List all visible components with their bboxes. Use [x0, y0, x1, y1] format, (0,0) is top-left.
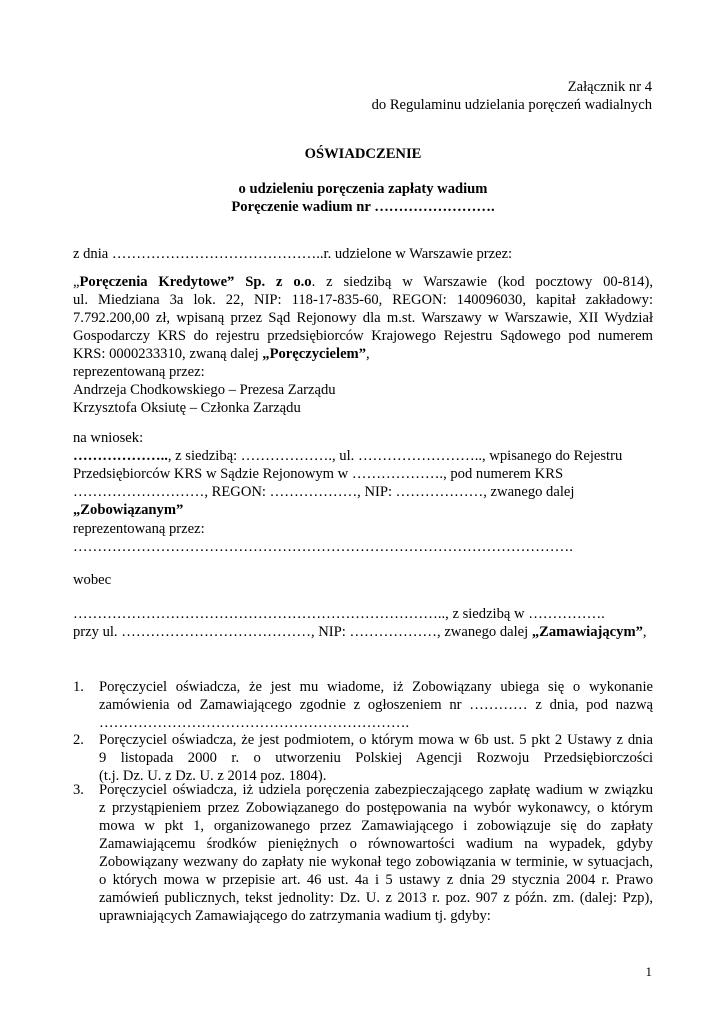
page-number: 1	[645, 964, 652, 979]
toward-label: wobec	[73, 572, 112, 588]
list-item-text: Poręczyciel oświadcza, że jest mu wiadome, iż Zobowiązany ubiega się o wykonanie zamówienia od Zamawiającego zgodnie z ogłoszeniem nr ………… z dnia, pod nazwą ……………………………………………………….	[99, 679, 653, 731]
attachment-number: Załącznik nr 4	[567, 79, 652, 95]
document-subtitle	[73, 180, 653, 216]
list-item-1	[73, 678, 653, 738]
obligor-representation	[73, 520, 653, 556]
obligor-defined-term: „Zobowiązanym”	[73, 502, 184, 518]
guarantor-representative-1: Andrzeja Chodkowskiego – Prezesa Zarządu	[73, 382, 336, 398]
request-line-3: ………………………, REGON: ………………, NIP: ………………, zwanego dalej	[73, 484, 575, 500]
attachment-header	[300, 78, 652, 114]
guarantor-krs-line: KRS: 0000233310, zwaną dalej „Poręczycielem”,	[73, 346, 370, 362]
guarantor-line-1: „Poręczenia Kredytowe” Sp. z o.o. z siedzibą w Warszawie (kod pocztowy 00-814),	[73, 274, 653, 290]
regulation-reference: do Regulaminu udzielania poręczeń wadialnych	[371, 97, 652, 113]
contracting-line-2: przy ul. …………………………………, NIP: ………………, zwanego dalej „Zamawiającym”,	[73, 624, 647, 640]
contracting-line-1: ………………………………………………………………….., z siedzibą w …………….	[73, 606, 605, 622]
guarantor-representative-2: Krzysztofa Oksiutę – Członka Zarządu	[73, 400, 301, 416]
request-line-1: ……………….., z siedzibą: ………………., ul. …………………….., wpisanego do Rejestru	[73, 448, 623, 464]
list-item-number: 1.	[73, 679, 84, 695]
list-item-number: 2.	[73, 732, 84, 748]
list-item-text: Poręczyciel oświadcza, że jest podmiotem, o którym mowa w 6b ust. 5 pkt 2 Ustawy z dnia 9 listopada 2000 r. o utworzeniu Polskiej Agencji Rozwoju Przedsiębiorczości (t.j. Dz. U. z Dz. U. z 2014 poz. 1804).	[99, 732, 653, 784]
subtitle-line-1: o udzieleniu poręczenia zapłaty wadium	[238, 181, 488, 197]
contracting-section	[73, 605, 653, 641]
obligor-represented-label: reprezentowaną przez:	[73, 521, 205, 537]
guarantor-represented-label: reprezentowaną przez:	[73, 364, 205, 380]
issued-line: z dnia ……………………………………..r. udzielone w Warszawie przez:	[73, 246, 513, 262]
guarantor-line-3: 7.792.200,00 zł, wpisaną przez Sąd Rejonowy dla m.st. Warszawy w Warszawie, XII Wydział	[73, 310, 653, 326]
document-title: OŚWIADCZENIE	[304, 146, 422, 162]
request-line-2: Przedsiębiorców KRS w Sądzie Rejonowym w ………………., pod numerem KRS	[73, 466, 564, 482]
list-item-3	[73, 781, 653, 931]
guarantor-paragraph	[73, 273, 653, 417]
subtitle-line-2: Poręczenie wadium nr …………………….	[231, 199, 495, 215]
list-item-text: Poręczyciel oświadcza, iż udziela poręczenia zabezpieczającego zapłatę wadium w związku z przystąpieniem przez Zobowiązanego do postępowania na wybór wykonawcy, o którym mowa w pkt 1, organizowanego przez Zamawiającego i zobowiązuje się do zapłaty Zamawiającemu środków pieniężnych o równowartości wadium na wypadek, gdyby Zobowiązany wezwany do zapłaty nie wykonał tego zobowiązania w terminie, w sytuacjach, o których mowa w przepisie art. 46 ust. 4a i 5 ustawy z dnia 29 stycznia 2004 r. Prawo zamówień publicznych, tekst jednolity: Dz. U. z 2013 r. poz. 907 z późn. zm. (dalej: Pzp), uprawniających Zamawiającego do zatrzymania wadium tj. gdyby:	[99, 782, 653, 924]
guarantor-line-2: ul. Miedziana 3a lok. 22, NIP: 118-17-835-60, REGON: 140096030, kapitał zakładowy:	[73, 292, 653, 308]
list-item-number: 3.	[73, 782, 84, 798]
contracting-defined-term: „Zamawiającym”	[531, 624, 643, 640]
guarantor-name: Poręczenia Kredytowe” Sp. z o.o	[79, 274, 312, 290]
request-label: na wniosek:	[73, 430, 144, 446]
guarantor-line-4: Gospodarczy KRS do rejestru przedsiębiorców Krajowego Rejestru Sądowego pod numerem	[73, 328, 653, 344]
obligor-representative-dots: ………………………………………………………………………………………….	[73, 539, 573, 555]
request-section	[73, 429, 653, 519]
guarantor-defined-term: „Poręczycielem”	[262, 346, 367, 362]
